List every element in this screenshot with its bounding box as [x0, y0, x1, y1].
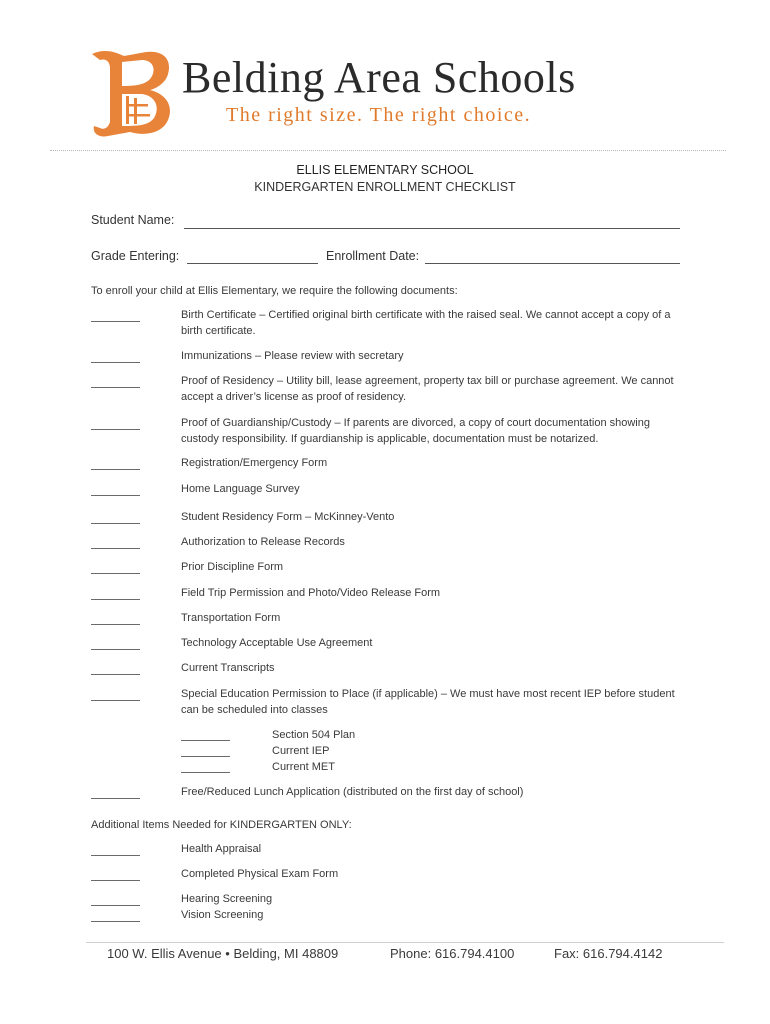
checkbox-line[interactable]	[91, 700, 140, 701]
student-name-field[interactable]	[184, 228, 680, 229]
checkbox-line[interactable]	[91, 599, 140, 600]
list-item: Immunizations – Please review with secretary	[181, 350, 404, 362]
kindergarten-heading: Additional Items Needed for KINDERGARTEN ONLY:	[91, 819, 352, 831]
sub-list-item: Current MET	[272, 761, 335, 773]
checkbox-line[interactable]	[91, 321, 140, 322]
grade-entering-field[interactable]	[187, 263, 318, 264]
checkbox-line[interactable]	[91, 674, 140, 675]
grade-entering-label: Grade Entering:	[91, 249, 180, 263]
intro-text: To enroll your child at Ellis Elementary, we require the following documents:	[91, 285, 458, 297]
list-item: Health Appraisal	[181, 843, 262, 855]
list-item: Birth Certificate – Certified original birth certificate with the raised seal. We cannot accept a copy of a birth certificate.	[181, 309, 671, 337]
list-item: Technology Acceptable Use Agreement	[181, 637, 373, 649]
sub-checkbox-line[interactable]	[181, 756, 230, 757]
sub-checkbox-line[interactable]	[181, 740, 230, 741]
checkbox-line[interactable]	[91, 798, 140, 799]
list-item: Proof of Residency – Utility bill, lease agreement, property tax bill or purchase agreement. We cannot accept a driver’s license as proof of residency.	[181, 375, 674, 403]
list-item: Current Transcripts	[181, 662, 275, 674]
checkbox-line[interactable]	[91, 921, 140, 922]
footer-divider	[86, 942, 724, 943]
list-item: Free/Reduced Lunch Application (distributed on the first day of school)	[181, 786, 524, 798]
form-title: KINDERGARTEN ENROLLMENT CHECKLIST	[254, 180, 516, 194]
list-item: Hearing Screening	[181, 893, 273, 905]
footer-phone: Phone: 616.794.4100	[390, 946, 515, 961]
list-item: Special Education Permission to Place (if applicable) – We must have most recent IEP before student can be scheduled into classes	[181, 688, 675, 716]
sub-list-item: Current IEP	[272, 745, 330, 757]
sub-list-item: Section 504 Plan	[272, 729, 356, 741]
header-divider	[50, 150, 726, 151]
list-item: Home Language Survey	[181, 483, 300, 495]
checkbox-line[interactable]	[91, 362, 140, 363]
list-item: Registration/Emergency Form	[181, 457, 328, 469]
checkbox-line[interactable]	[91, 624, 140, 625]
list-item: Vision Screening	[181, 909, 264, 921]
checkbox-line[interactable]	[91, 905, 140, 906]
list-item: Prior Discipline Form	[181, 561, 284, 573]
checkbox-line[interactable]	[91, 573, 140, 574]
belding-b-logo-icon	[86, 46, 178, 138]
list-item: Field Trip Permission and Photo/Video Release Form	[181, 587, 441, 599]
list-item: Student Residency Form – McKinney-Vento	[181, 511, 395, 523]
footer-fax: Fax: 616.794.4142	[554, 946, 663, 961]
checkbox-line[interactable]	[91, 880, 140, 881]
enrollment-date-field[interactable]	[425, 263, 680, 264]
checkbox-line[interactable]	[91, 387, 140, 388]
brand-name: Belding Area Schools	[182, 53, 576, 102]
checkbox-line[interactable]	[91, 523, 140, 524]
list-item: Authorization to Release Records	[181, 536, 345, 548]
list-item: Transportation Form	[181, 612, 281, 624]
list-item: Completed Physical Exam Form	[181, 868, 339, 880]
checkbox-line[interactable]	[91, 469, 140, 470]
checkbox-line[interactable]	[91, 495, 140, 496]
checkbox-line[interactable]	[91, 548, 140, 549]
sub-checkbox-line[interactable]	[181, 772, 230, 773]
enrollment-date-label: Enrollment Date:	[326, 249, 420, 263]
footer-address: 100 W. Ellis Avenue • Belding, MI 48809	[107, 946, 339, 961]
list-item: Proof of Guardianship/Custody – If parents are divorced, a copy of court documentation showing custody responsibility. If guardianship is applicable, documentation must be notarized.	[181, 417, 650, 445]
checkbox-line[interactable]	[91, 649, 140, 650]
brand-tagline: The right size. The right choice.	[226, 104, 532, 126]
checkbox-line[interactable]	[91, 855, 140, 856]
checkbox-line[interactable]	[91, 429, 140, 430]
student-name-label: Student Name:	[91, 213, 175, 227]
school-title: ELLIS ELEMENTARY SCHOOL	[296, 163, 474, 177]
